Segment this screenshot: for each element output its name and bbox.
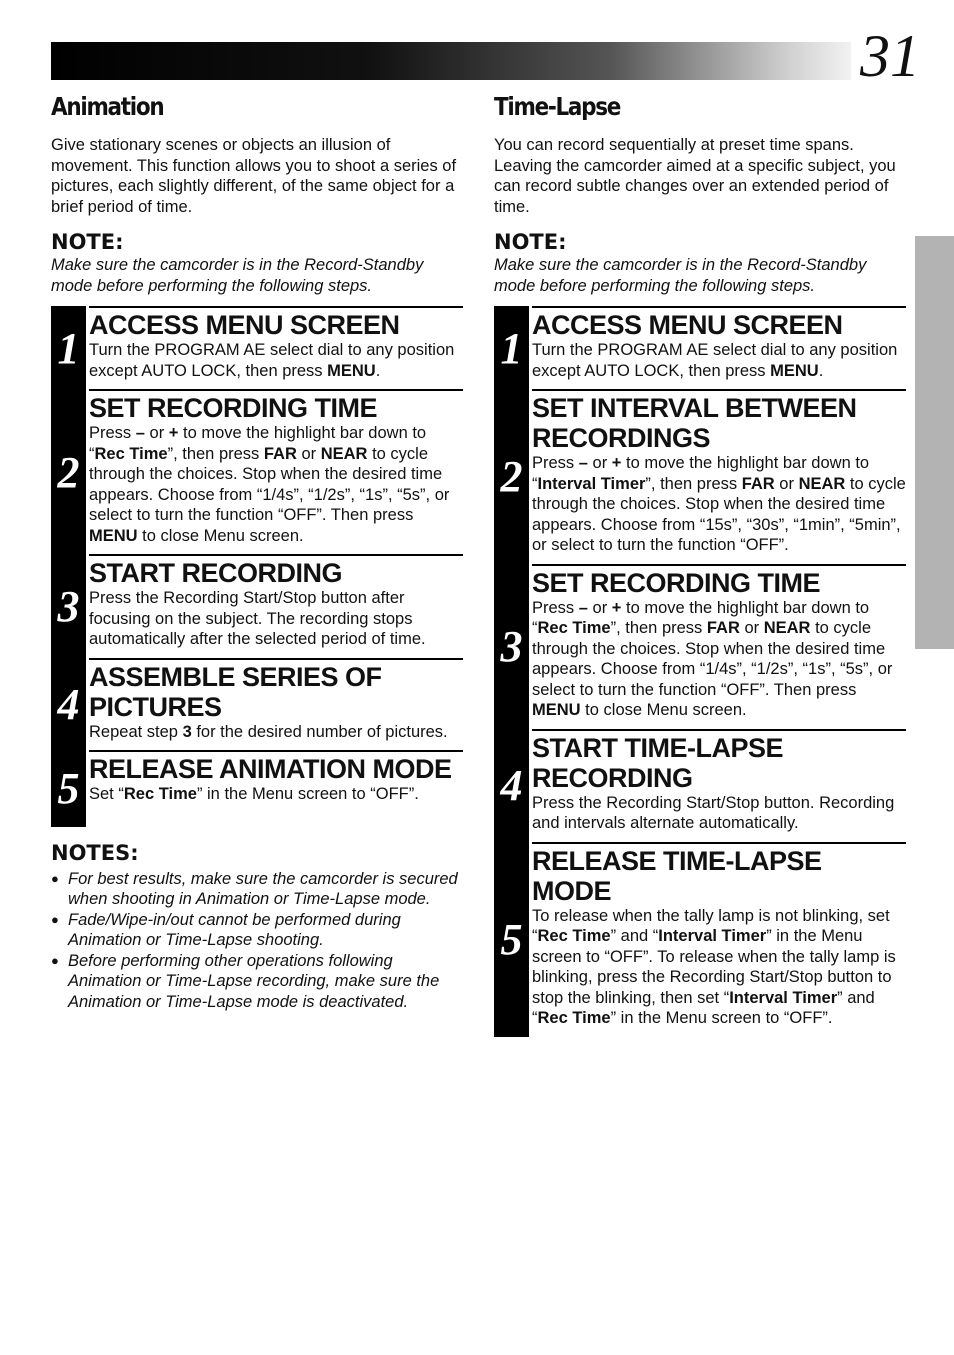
emphasis-term: 3 <box>182 722 192 741</box>
header-bar <box>51 42 851 80</box>
step-title: SET RECORDING TIME <box>89 393 378 423</box>
animation-section <box>51 90 463 1012</box>
step-body: Set “Rec Time” in the Menu screen to “OFF”. <box>89 785 419 803</box>
emphasis-term: Interval Timer <box>537 474 646 493</box>
bullet-icon: ● <box>51 911 59 927</box>
emphasis-term: MENU <box>89 526 138 545</box>
step-body: Press – or + to move the highlight bar down to “Rec Time”, then press FAR or NEAR to cycle through the choices. Stop when the desired time appears. Choose from “1/4s”, “1/2s”, “1s”, “5s”, or select to turn the function “OFF”. Then press MENU to close Menu screen. <box>89 424 450 545</box>
step-spine <box>51 306 86 827</box>
section-title: Time-Lapse <box>494 92 621 121</box>
step-title: SET INTERVAL BETWEEN RECORDINGS <box>532 393 857 453</box>
step-number: 5 <box>500 915 523 964</box>
step-number: 3 <box>500 622 523 671</box>
emphasis-term: MENU <box>532 701 581 719</box>
emphasis-term: + <box>611 598 622 617</box>
emphasis-term: Rec Time <box>537 1009 611 1027</box>
emphasis-term: FAR <box>706 619 740 637</box>
step-title: ACCESS MENU SCREEN <box>89 310 400 340</box>
note-heading: NOTE: <box>494 230 567 254</box>
emphasis-term: + <box>611 454 622 472</box>
emphasis-term: NEAR <box>320 444 368 463</box>
note-heading: NOTE: <box>51 230 124 254</box>
step-body: Press – or + to move the highlight bar down to “Rec Time”, then press FAR or NEAR to cycle through the choices. Stop when the desired time appears. Choose from “1/4s”, “1/2s”, “1s”, “5s”, or select to turn the function “OFF”. Then press MENU to close Menu screen. <box>532 598 893 719</box>
note-text: Make sure the camcorder is in the Record-Standby mode before performing the following steps. <box>494 256 867 295</box>
step-number: 1 <box>57 323 80 373</box>
note-item-text: Before performing other operations following Animation or Time-Lapse recording, make sure the Animation or Time-Lapse mode is deactivated. <box>68 951 440 1011</box>
timelapse-section <box>494 90 906 1037</box>
step-body: Turn the PROGRAM AE select dial to any position except AUTO LOCK, then press MENU. <box>89 341 455 380</box>
step-body: Turn the PROGRAM AE select dial to any position except AUTO LOCK, then press MENU. <box>532 341 898 380</box>
emphasis-term: Interval Timer <box>729 988 838 1007</box>
emphasis-term: Interval Timer <box>658 927 767 945</box>
section-title: Animation <box>51 92 164 121</box>
step-body: Press the Recording Start/Stop button. Recording and intervals alternate automatically. <box>532 793 895 832</box>
step <box>500 306 906 389</box>
step-list <box>51 306 463 827</box>
notes-heading: NOTES: <box>51 840 139 865</box>
step-list <box>494 306 906 1037</box>
side-tab <box>915 236 954 649</box>
emphasis-term: – <box>578 454 588 472</box>
step-title: SET RECORDING TIME <box>532 567 821 598</box>
step <box>500 842 906 1037</box>
note-item-text: For best results, make sure the camcorder is secured when shooting in Animation or Time-Lapse mode. <box>68 869 458 908</box>
step-number: 4 <box>500 761 523 810</box>
section-intro: Give stationary scenes or objects an illusion of movement. This function allows you to shoot a series of pictures, each slightly different, of the same object for a brief period of time. <box>51 136 457 216</box>
page-number: 31 <box>860 23 920 89</box>
emphasis-term: Rec Time <box>537 927 611 945</box>
emphasis-term: FAR <box>263 444 297 463</box>
emphasis-term: Rec Time <box>94 444 168 463</box>
emphasis-term: FAR <box>741 474 775 493</box>
emphasis-term: Rec Time <box>537 619 611 637</box>
emphasis-term: MENU <box>327 361 376 380</box>
emphasis-term: MENU <box>770 361 819 380</box>
note-text: Make sure the camcorder is in the Record-Standby mode before performing the following steps. <box>51 256 424 295</box>
step-title: RELEASE TIME-LAPSE MODE <box>532 845 822 906</box>
step-title: ASSEMBLE SERIES OF PICTURES <box>89 661 382 722</box>
emphasis-term: – <box>578 598 588 617</box>
step <box>500 729 906 842</box>
step-number: 1 <box>500 323 523 373</box>
note-item-text: Fade/Wipe-in/out cannot be performed during Animation or Time-Lapse shooting. <box>68 910 401 949</box>
emphasis-term: Rec Time <box>123 785 197 803</box>
step-number: 5 <box>57 764 80 814</box>
step <box>500 389 906 564</box>
step-title: START TIME-LAPSE RECORDING <box>532 732 783 793</box>
step-body: Press – or + to move the highlight bar down to “Interval Timer”, then press FAR or NEAR to cycle through the choices. Stop when the desired time appears. Choose from “15s”, “30s”, “1min”, “5min”, or select to turn the function “OFF”. <box>532 454 906 554</box>
list-item <box>51 951 463 1013</box>
step <box>57 389 463 554</box>
step-title: ACCESS MENU SCREEN <box>532 310 843 340</box>
notes-list <box>51 869 463 1013</box>
emphasis-term: NEAR <box>798 474 846 493</box>
step-body: Press the Recording Start/Stop button after focusing on the subject. The recording stops automatically after the selected period of time. <box>89 589 426 648</box>
section-intro: You can record sequentially at preset time spans. Leaving the camcorder aimed at a specific subject, you can record subtle changes over an extended period of time. <box>494 136 896 216</box>
step <box>57 554 463 658</box>
step-number: 2 <box>500 452 523 502</box>
step-title: RELEASE ANIMATION MODE <box>89 754 452 784</box>
step-number: 4 <box>57 679 80 729</box>
bullet-icon: ● <box>51 952 59 968</box>
step-number: 2 <box>57 447 80 497</box>
emphasis-term: + <box>168 424 179 442</box>
step-body: Repeat step 3 for the desired number of pictures. <box>89 722 448 741</box>
bullet-icon: ● <box>51 870 59 886</box>
step <box>57 306 463 389</box>
list-item <box>51 910 463 951</box>
emphasis-term: NEAR <box>763 619 811 637</box>
step-number: 3 <box>57 581 80 631</box>
emphasis-term: – <box>135 424 145 442</box>
step-body: To release when the tally lamp is not blinking, set “Rec Time” and “Interval Timer” in the Menu screen to “OFF”. To release when the tally lamp is blinking, press the Recording Start/Stop button to stop the blinking, then set “Interval Timer” and “Rec Time” in the Menu screen to “OFF”. <box>532 906 896 1027</box>
step-title: START RECORDING <box>89 558 342 588</box>
step <box>500 564 906 729</box>
list-item <box>51 869 463 910</box>
step <box>57 658 463 751</box>
step <box>57 750 463 827</box>
